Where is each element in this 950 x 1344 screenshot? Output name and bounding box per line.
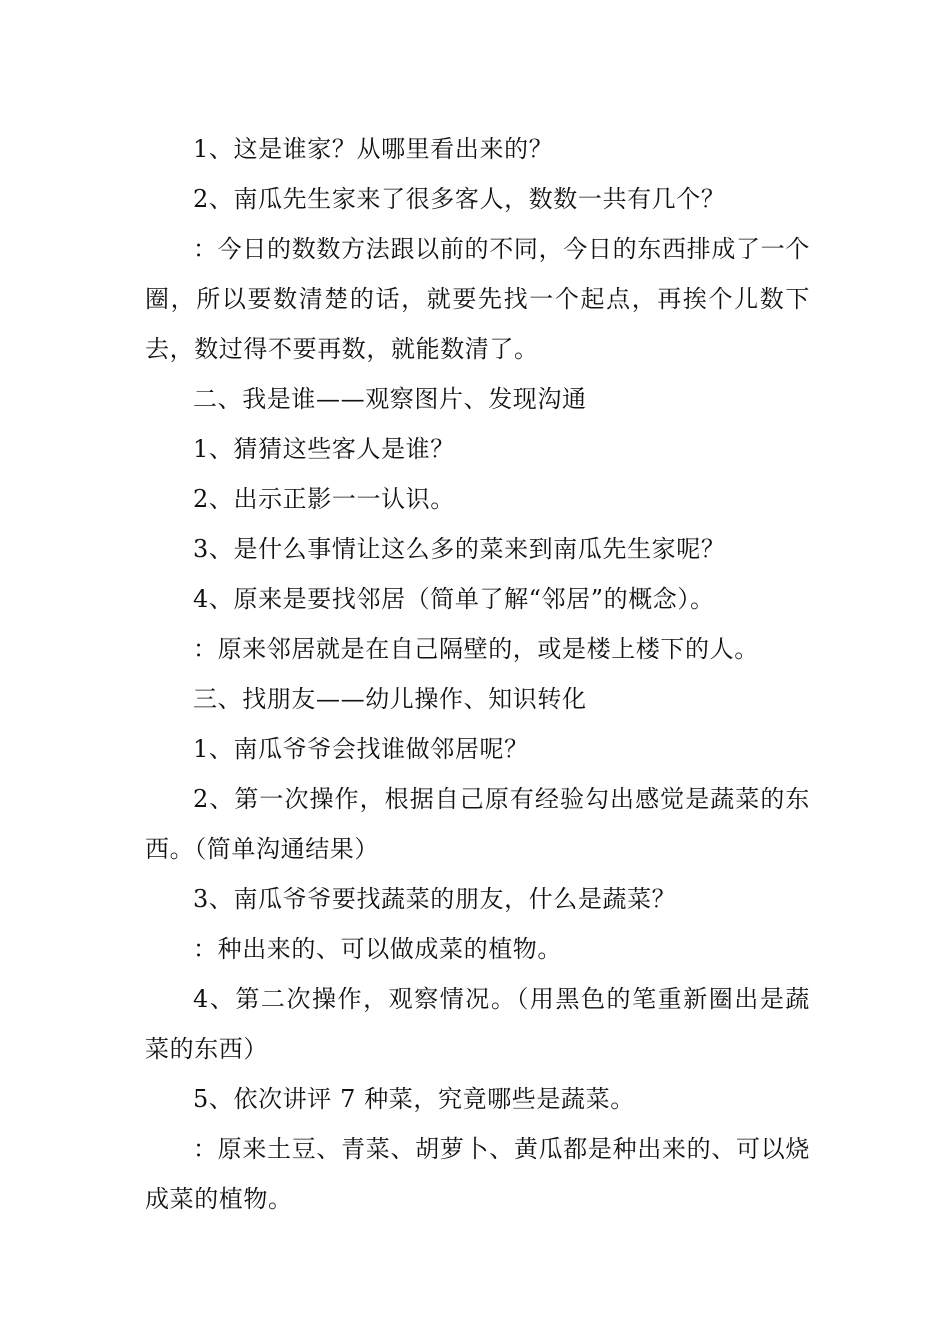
paragraph: 1、猜猜这些客人是谁？ [193, 435, 455, 463]
paragraph: 2、南瓜先生家来了很多客人，数数一共有几个？ [193, 185, 726, 213]
paragraph: ：种出来的、可以做成菜的植物。 [193, 935, 562, 963]
paragraph: 3、南瓜爷爷要找蔬菜的朋友，什么是蔬菜？ [193, 885, 677, 913]
document-body [145, 124, 810, 1224]
paragraph: 2、第一次操作，根据自己原有经验勾出感觉是蔬菜的东西。（简单沟通结果） [145, 785, 810, 863]
section-heading: 三、找朋友——幼儿操作、知识转化 [193, 685, 587, 713]
paragraph: 1、南瓜爷爷会找谁做邻居呢？ [193, 735, 529, 763]
paragraph: 4、原来是要找邻居（简单了解“邻居”的概念）。 [193, 585, 715, 613]
paragraph: 1、这是谁家？从哪里看出来的？ [193, 135, 554, 163]
paragraph: ：原来土豆、青菜、胡萝卜、黄瓜都是种出来的、可以烧成菜的植物。 [145, 1135, 810, 1213]
paragraph: 4、第二次操作，观察情况。（用黑色的笔重新圈出是蔬菜的东西） [145, 985, 810, 1063]
paragraph: ：原来邻居就是在自己隔壁的，或是楼上楼下的人。 [193, 635, 759, 663]
paragraph: 2、出示正影一一认识。 [193, 485, 455, 513]
section-heading: 二、我是谁——观察图片、发现沟通 [193, 385, 587, 413]
paragraph: 3、是什么事情让这么多的菜来到南瓜先生家呢？ [193, 535, 726, 563]
paragraph: 5、依次讲评 7 种菜，究竟哪些是蔬菜。 [193, 1085, 635, 1113]
paragraph: ：今日的数数方法跟以前的不同，今日的东西排成了一个圈，所以要数清楚的话，就要先找一个起点，再挨个儿数下去，数过得不要再数，就能数清了。 [145, 235, 810, 363]
